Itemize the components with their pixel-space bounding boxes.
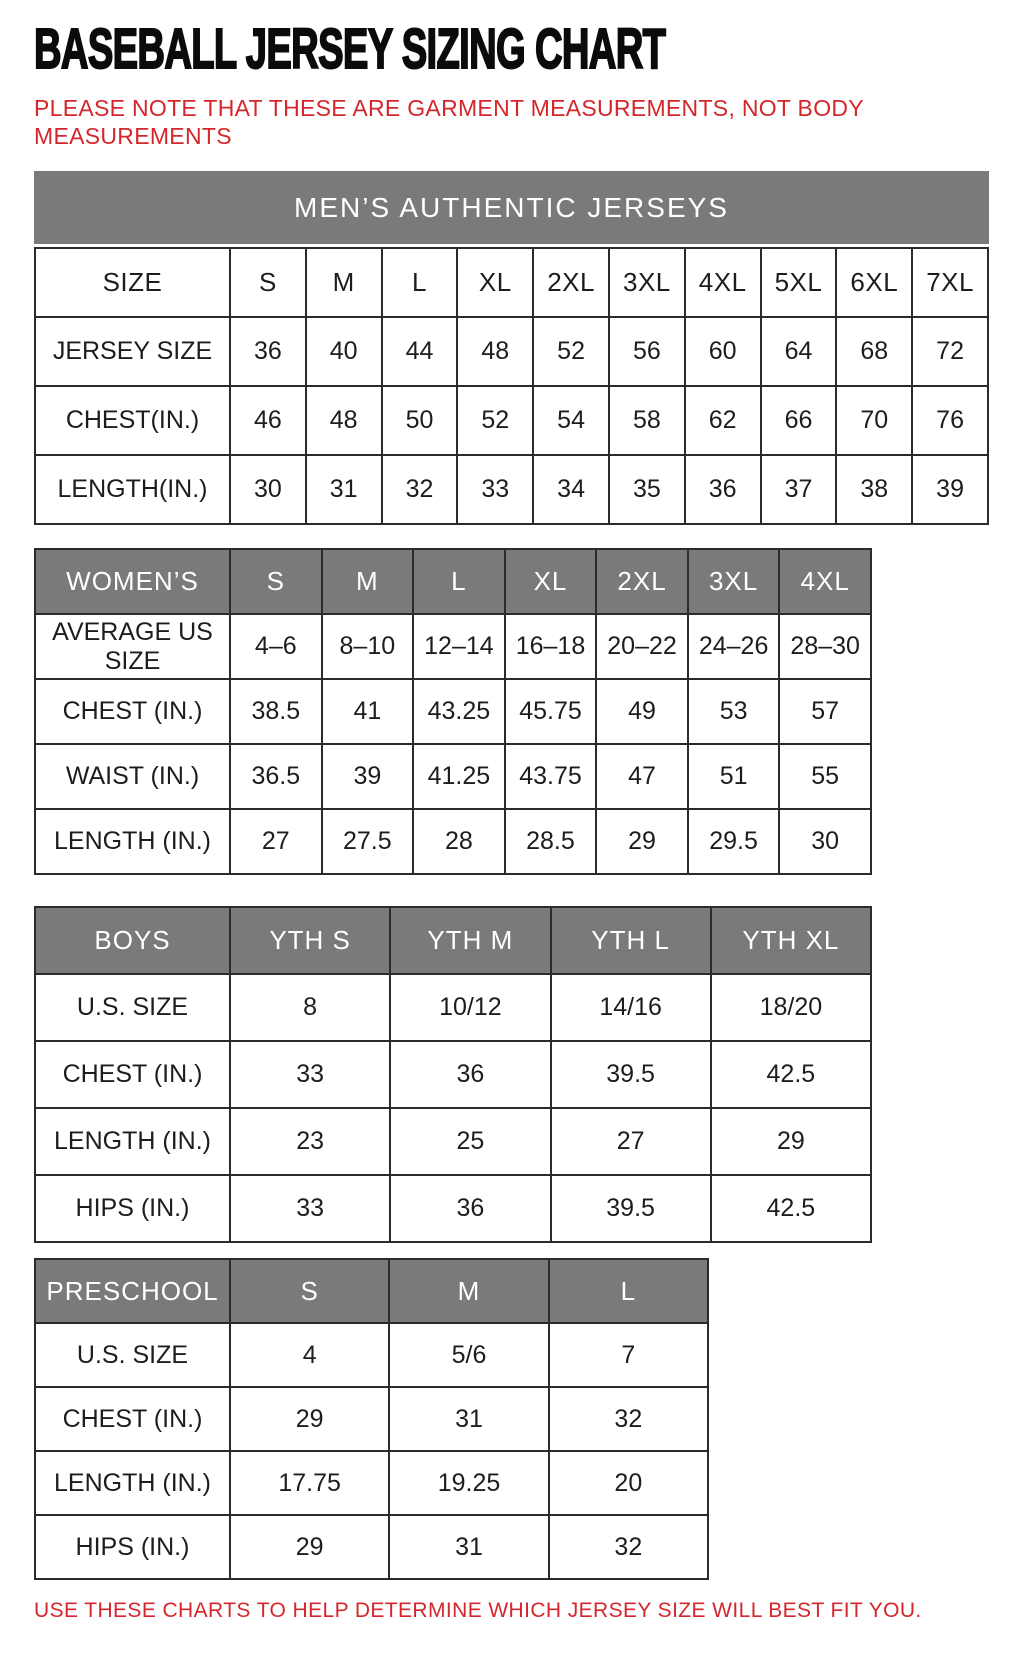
boys-header-row — [35, 907, 871, 974]
note-line-2: MEASUREMENTS — [34, 123, 232, 149]
womens-size-column-header: 2XL — [596, 549, 688, 614]
womens-table-row — [35, 744, 871, 809]
preschool-value-cell: 32 — [549, 1515, 708, 1579]
preschool-row-label: LENGTH (IN.) — [35, 1451, 230, 1515]
mens-value-cell: 48 — [306, 386, 382, 455]
womens-size-column-header: XL — [505, 549, 597, 614]
boys-table-row — [35, 974, 871, 1041]
womens-value-cell: 41 — [322, 679, 414, 744]
mens-value-cell: 50 — [382, 386, 458, 455]
preschool-value-cell: 31 — [389, 1515, 548, 1579]
mens-value-cell: 48 — [457, 317, 533, 386]
preschool-table-row — [35, 1515, 708, 1579]
womens-value-cell: 16–18 — [505, 614, 597, 679]
womens-size-column-header: M — [322, 549, 414, 614]
boys-table-row — [35, 1175, 871, 1242]
boys-value-cell: 14/16 — [551, 974, 711, 1041]
boys-row-label: CHEST (IN.) — [35, 1041, 230, 1108]
mens-size-column-header: 3XL — [609, 248, 685, 317]
mens-value-cell: 62 — [685, 386, 761, 455]
womens-row-label: AVERAGE US SIZE — [35, 614, 230, 679]
preschool-header-row — [35, 1259, 708, 1323]
womens-value-cell: 27.5 — [322, 809, 414, 874]
mens-value-cell: 70 — [836, 386, 912, 455]
note-line-1: PLEASE NOTE THAT THESE ARE GARMENT MEASUREMENTS, NOT BODY — [34, 95, 864, 121]
womens-row-label: WAIST (IN.) — [35, 744, 230, 809]
mens-value-cell: 40 — [306, 317, 382, 386]
boys-value-cell: 39.5 — [551, 1175, 711, 1242]
womens-size-table — [34, 548, 872, 875]
boys-value-cell: 10/12 — [390, 974, 550, 1041]
mens-value-cell: 68 — [836, 317, 912, 386]
mens-size-column-header: S — [230, 248, 306, 317]
boys-value-cell: 18/20 — [711, 974, 871, 1041]
mens-value-cell: 32 — [382, 455, 458, 524]
mens-size-column-header: 6XL — [836, 248, 912, 317]
mens-size-column-header: M — [306, 248, 382, 317]
mens-value-cell: 76 — [912, 386, 988, 455]
mens-value-cell: 52 — [457, 386, 533, 455]
womens-value-cell: 27 — [230, 809, 322, 874]
mens-value-cell: 66 — [761, 386, 837, 455]
womens-value-cell: 49 — [596, 679, 688, 744]
preschool-header-label: PRESCHOOL — [35, 1259, 230, 1323]
boys-value-cell: 42.5 — [711, 1041, 871, 1108]
preschool-value-cell: 19.25 — [389, 1451, 548, 1515]
mens-value-cell: 60 — [685, 317, 761, 386]
boys-size-column-header: YTH M — [390, 907, 550, 974]
preschool-table-row — [35, 1387, 708, 1451]
womens-header-row — [35, 549, 871, 614]
boys-value-cell: 39.5 — [551, 1041, 711, 1108]
mens-value-cell: 36 — [685, 455, 761, 524]
mens-table-row — [35, 455, 988, 524]
mens-row-label: CHEST(IN.) — [35, 386, 230, 455]
womens-table-row — [35, 679, 871, 744]
mens-header-label: SIZE — [35, 248, 230, 317]
page-title-text: BASEBALL JERSEY SIZING CHART — [34, 17, 666, 81]
boys-size-column-header: YTH L — [551, 907, 711, 974]
mens-value-cell: 44 — [382, 317, 458, 386]
boys-size-column-header: YTH S — [230, 907, 390, 974]
mens-value-cell: 46 — [230, 386, 306, 455]
mens-value-cell: 58 — [609, 386, 685, 455]
womens-value-cell: 28–30 — [779, 614, 871, 679]
preschool-table-row — [35, 1451, 708, 1515]
womens-value-cell: 24–26 — [688, 614, 780, 679]
womens-size-column-header: L — [413, 549, 505, 614]
mens-size-column-header: XL — [457, 248, 533, 317]
mens-value-cell: 35 — [609, 455, 685, 524]
womens-value-cell: 29.5 — [688, 809, 780, 874]
preschool-size-column-header: L — [549, 1259, 708, 1323]
womens-row-label: CHEST (IN.) — [35, 679, 230, 744]
boys-value-cell: 27 — [551, 1108, 711, 1175]
preschool-value-cell: 29 — [230, 1515, 389, 1579]
womens-value-cell: 28 — [413, 809, 505, 874]
preschool-value-cell: 5/6 — [389, 1323, 548, 1387]
womens-value-cell: 43.25 — [413, 679, 505, 744]
mens-value-cell: 39 — [912, 455, 988, 524]
mens-size-column-header: 4XL — [685, 248, 761, 317]
boys-row-label: LENGTH (IN.) — [35, 1108, 230, 1175]
preschool-value-cell: 20 — [549, 1451, 708, 1515]
boys-value-cell: 23 — [230, 1108, 390, 1175]
womens-value-cell: 47 — [596, 744, 688, 809]
womens-value-cell: 8–10 — [322, 614, 414, 679]
boys-size-table — [34, 906, 872, 1243]
mens-row-label: JERSEY SIZE — [35, 317, 230, 386]
mens-size-column-header: L — [382, 248, 458, 317]
preschool-value-cell: 29 — [230, 1387, 389, 1451]
boys-table-row — [35, 1041, 871, 1108]
mens-value-cell: 37 — [761, 455, 837, 524]
womens-row-label: LENGTH (IN.) — [35, 809, 230, 874]
mens-value-cell: 34 — [533, 455, 609, 524]
womens-value-cell: 4–6 — [230, 614, 322, 679]
preschool-size-column-header: M — [389, 1259, 548, 1323]
mens-size-column-header: 5XL — [761, 248, 837, 317]
womens-value-cell: 45.75 — [505, 679, 597, 744]
mens-table-row — [35, 386, 988, 455]
womens-value-cell: 43.75 — [505, 744, 597, 809]
boys-row-label: HIPS (IN.) — [35, 1175, 230, 1242]
womens-value-cell: 12–14 — [413, 614, 505, 679]
footer-fit-advice: USE THESE CHARTS TO HELP DETERMINE WHICH JERSEY SIZE WILL BEST FIT YOU. — [34, 1599, 922, 1622]
boys-value-cell: 36 — [390, 1175, 550, 1242]
mens-value-cell: 72 — [912, 317, 988, 386]
mens-authentic-jerseys-banner: MEN’S AUTHENTIC JERSEYS — [34, 171, 989, 244]
womens-value-cell: 28.5 — [505, 809, 597, 874]
boys-value-cell: 42.5 — [711, 1175, 871, 1242]
womens-table-row — [35, 614, 871, 679]
mens-value-cell: 64 — [761, 317, 837, 386]
mens-row-label: LENGTH(IN.) — [35, 455, 230, 524]
womens-value-cell: 55 — [779, 744, 871, 809]
mens-value-cell: 56 — [609, 317, 685, 386]
mens-value-cell: 38 — [836, 455, 912, 524]
womens-value-cell: 57 — [779, 679, 871, 744]
boys-table-container — [34, 906, 990, 1243]
preschool-table-container — [34, 1258, 990, 1580]
womens-size-column-header: S — [230, 549, 322, 614]
boys-size-column-header: YTH XL — [711, 907, 871, 974]
boys-value-cell: 8 — [230, 974, 390, 1041]
mens-size-column-header: 7XL — [912, 248, 988, 317]
womens-value-cell: 36.5 — [230, 744, 322, 809]
garment-measurement-note — [34, 94, 990, 150]
preschool-value-cell: 4 — [230, 1323, 389, 1387]
womens-value-cell: 29 — [596, 809, 688, 874]
boys-value-cell: 36 — [390, 1041, 550, 1108]
page-title — [34, 17, 990, 81]
womens-size-column-header: 3XL — [688, 549, 780, 614]
preschool-value-cell: 7 — [549, 1323, 708, 1387]
preschool-row-label: CHEST (IN.) — [35, 1387, 230, 1451]
preschool-row-label: HIPS (IN.) — [35, 1515, 230, 1579]
boys-value-cell: 29 — [711, 1108, 871, 1175]
mens-value-cell: 36 — [230, 317, 306, 386]
womens-value-cell: 41.25 — [413, 744, 505, 809]
preschool-table-row — [35, 1323, 708, 1387]
mens-size-table — [34, 247, 989, 525]
preschool-row-label: U.S. SIZE — [35, 1323, 230, 1387]
womens-table-container — [34, 548, 990, 875]
preschool-value-cell: 32 — [549, 1387, 708, 1451]
mens-size-column-header: 2XL — [533, 248, 609, 317]
womens-value-cell: 38.5 — [230, 679, 322, 744]
mens-value-cell: 31 — [306, 455, 382, 524]
mens-value-cell: 30 — [230, 455, 306, 524]
mens-value-cell: 52 — [533, 317, 609, 386]
womens-header-label: WOMEN’S — [35, 549, 230, 614]
preschool-size-table — [34, 1258, 709, 1580]
boys-value-cell: 33 — [230, 1175, 390, 1242]
mens-value-cell: 54 — [533, 386, 609, 455]
mens-table-row — [35, 317, 988, 386]
boys-value-cell: 25 — [390, 1108, 550, 1175]
boys-value-cell: 33 — [230, 1041, 390, 1108]
boys-header-label: BOYS — [35, 907, 230, 974]
womens-value-cell: 39 — [322, 744, 414, 809]
mens-header-row — [35, 248, 988, 317]
preschool-value-cell: 31 — [389, 1387, 548, 1451]
boys-table-row — [35, 1108, 871, 1175]
boys-row-label: U.S. SIZE — [35, 974, 230, 1041]
mens-table-container — [34, 247, 990, 525]
mens-value-cell: 33 — [457, 455, 533, 524]
womens-value-cell: 53 — [688, 679, 780, 744]
womens-value-cell: 51 — [688, 744, 780, 809]
womens-value-cell: 20–22 — [596, 614, 688, 679]
womens-value-cell: 30 — [779, 809, 871, 874]
womens-table-row — [35, 809, 871, 874]
preschool-value-cell: 17.75 — [230, 1451, 389, 1515]
preschool-size-column-header: S — [230, 1259, 389, 1323]
womens-size-column-header: 4XL — [779, 549, 871, 614]
